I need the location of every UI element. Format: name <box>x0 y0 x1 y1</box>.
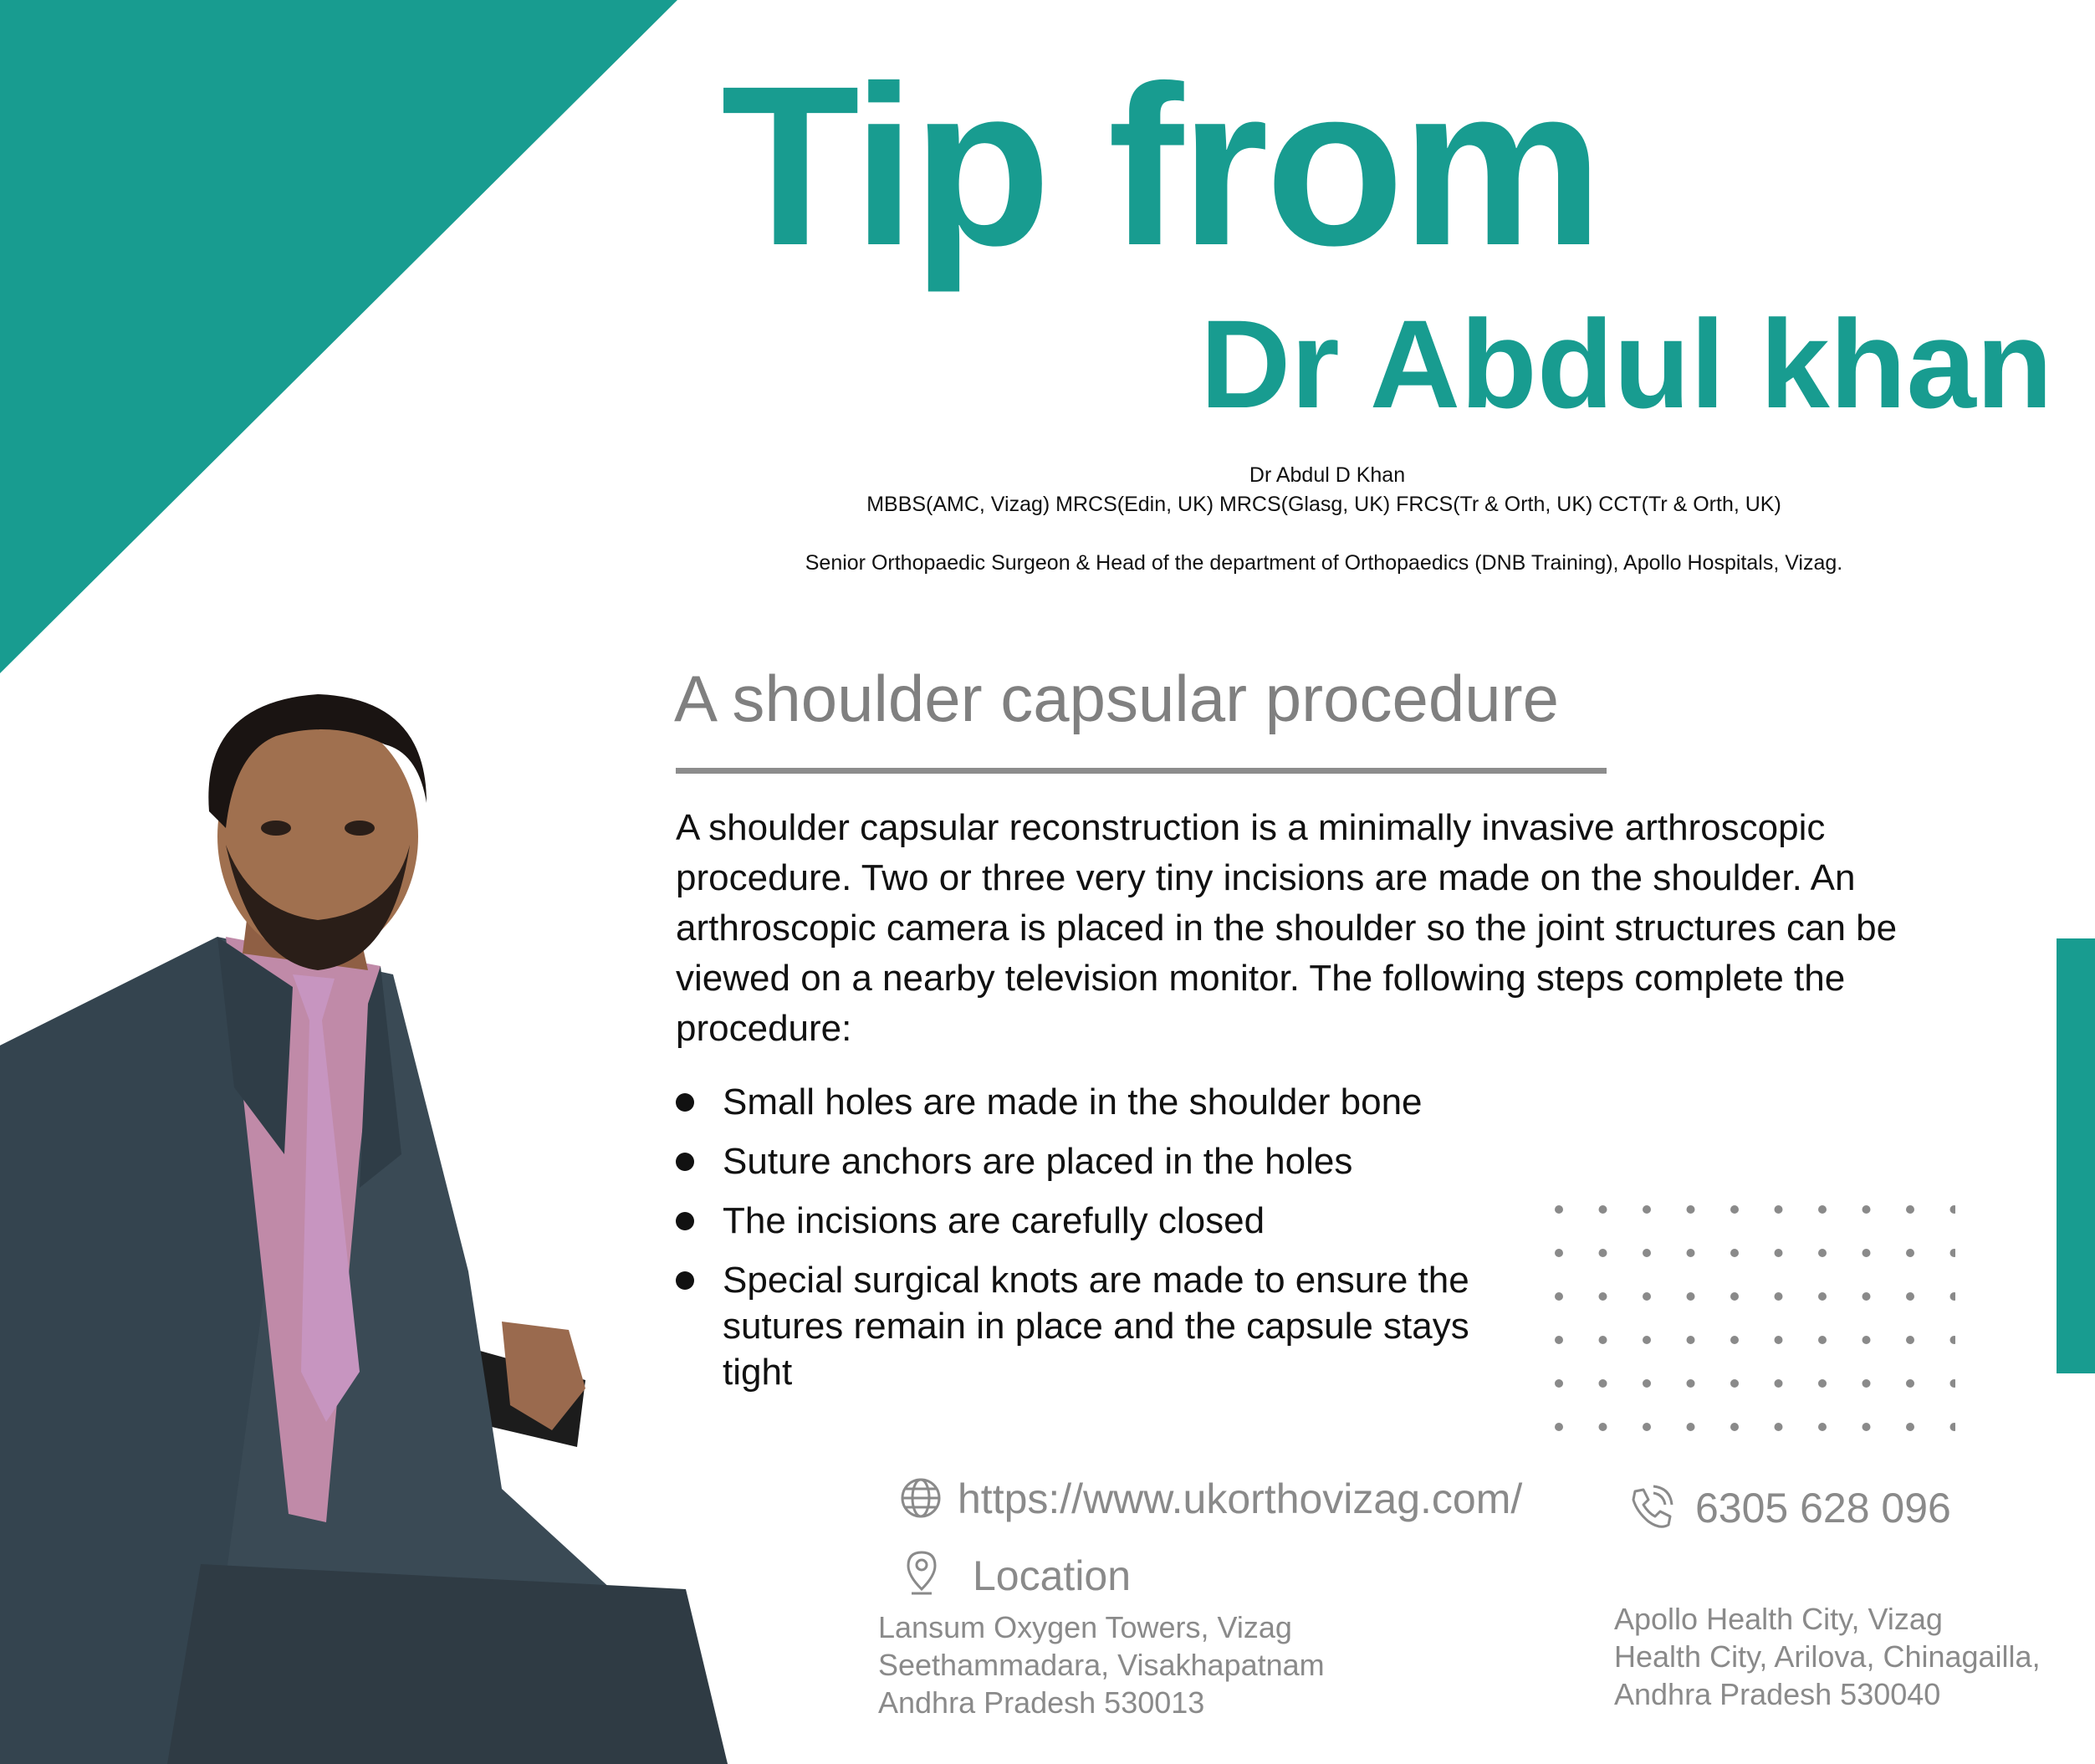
address-line: Health City, Arilova, Chinagailla, <box>1614 1639 2041 1674</box>
grid-dot <box>1599 1379 1607 1388</box>
grid-dot <box>1950 1336 1956 1344</box>
grid-dot <box>1687 1379 1695 1388</box>
grid-dot <box>1818 1249 1827 1257</box>
grid-dot <box>1950 1379 1956 1388</box>
grid-dot <box>1555 1379 1563 1388</box>
grid-dot <box>1599 1249 1607 1257</box>
grid-dot <box>1555 1336 1563 1344</box>
address-line: Lansum Oxygen Towers, Vizag <box>878 1610 1292 1644</box>
title-doctor-name: Dr Abdul khan <box>1200 294 2053 434</box>
credential-name: Dr Abdul D Khan <box>1249 463 1406 487</box>
grid-dot <box>1599 1292 1607 1301</box>
grid-dot <box>1730 1336 1739 1344</box>
grid-dot <box>1643 1336 1651 1344</box>
location-pin-icon <box>905 1549 938 1596</box>
grid-dot <box>1555 1423 1563 1431</box>
grid-dot <box>1687 1249 1695 1257</box>
grid-dot <box>1863 1292 1871 1301</box>
globe-icon <box>899 1476 943 1520</box>
grid-dot <box>1730 1249 1739 1257</box>
grid-dot <box>1599 1336 1607 1344</box>
list-item <box>676 1079 1512 1125</box>
grid-dot <box>1775 1336 1783 1344</box>
steps-list <box>676 1079 1512 1409</box>
grid-dot <box>1818 1336 1827 1344</box>
website-link[interactable]: https://www.ukorthovizag.com/ <box>958 1475 1523 1522</box>
location-label: Location <box>973 1552 1132 1599</box>
grid-dot <box>1906 1423 1914 1431</box>
grid-dot <box>1643 1205 1651 1214</box>
address-line: Andhra Pradesh 530013 <box>878 1685 1205 1720</box>
grid-dot <box>1950 1249 1956 1257</box>
grid-dot <box>1730 1292 1739 1301</box>
grid-dot <box>1775 1423 1783 1431</box>
heading-divider <box>676 768 1607 774</box>
grid-dot <box>1775 1249 1783 1257</box>
address-apollo <box>1614 1600 2041 1713</box>
grid-dot <box>1555 1205 1563 1214</box>
step-text: Special surgical knots are made to ensure the sutures remain in place and the capsule stays tight <box>723 1260 1469 1393</box>
doctor-photo <box>0 686 728 1764</box>
grid-dot <box>1555 1292 1563 1301</box>
grid-dot <box>1643 1423 1651 1431</box>
address-line: Andhra Pradesh 530040 <box>1614 1677 1941 1711</box>
grid-dot <box>1730 1379 1739 1388</box>
grid-dot <box>1730 1423 1739 1431</box>
list-item <box>676 1138 1512 1184</box>
grid-dot <box>1818 1379 1827 1388</box>
grid-dot <box>1863 1379 1871 1388</box>
address-line: Apollo Health City, Vizag <box>1614 1602 1943 1636</box>
grid-dot <box>1863 1205 1871 1214</box>
grid-dot <box>1863 1249 1871 1257</box>
step-text: The incisions are carefully closed <box>723 1200 1265 1241</box>
decorative-side-bar <box>2057 938 2095 1373</box>
grid-dot <box>1687 1336 1695 1344</box>
grid-dot <box>1687 1423 1695 1431</box>
phone-icon <box>1627 1485 1673 1531</box>
title-tip-from: Tip from <box>721 38 1600 293</box>
grid-dot <box>1818 1292 1827 1301</box>
grid-dot <box>1643 1249 1651 1257</box>
grid-dot <box>1599 1423 1607 1431</box>
decorative-dot-grid <box>1554 1204 1955 1439</box>
grid-dot <box>1906 1205 1914 1214</box>
grid-dot <box>1906 1292 1914 1301</box>
grid-dot <box>1818 1205 1827 1214</box>
phone-number[interactable]: 6305 628 096 <box>1695 1485 1951 1531</box>
intro-paragraph: A shoulder capsular reconstruction is a minimally invasive arthroscopic procedure. Two or three very tiny incisions are made on the shoulder. An arthroscopic camera is placed in the shoulder so the joint structures can be viewed on a nearby television monitor. The following steps complete the procedure: <box>676 807 1898 1049</box>
grid-dot <box>1555 1249 1563 1257</box>
grid-dot <box>1906 1249 1914 1257</box>
list-item <box>676 1198 1512 1244</box>
grid-dot <box>1775 1205 1783 1214</box>
grid-dot <box>1643 1379 1651 1388</box>
grid-dot <box>1863 1336 1871 1344</box>
grid-dot <box>1950 1423 1956 1431</box>
section-heading: A shoulder capsular procedure <box>674 662 1559 735</box>
step-text: Small holes are made in the shoulder bone <box>723 1081 1423 1122</box>
grid-dot <box>1687 1292 1695 1301</box>
address-seethammadara <box>878 1608 1325 1721</box>
grid-dot <box>1950 1205 1956 1214</box>
credential-qualifications: MBBS(AMC, Vizag) MRCS(Edin, UK) MRCS(Glasg, UK) FRCS(Tr & Orth, UK) CCT(Tr & Orth, UK) <box>866 493 1781 516</box>
grid-dot <box>1906 1336 1914 1344</box>
grid-dot <box>1775 1292 1783 1301</box>
grid-dot <box>1730 1205 1739 1214</box>
list-item <box>676 1257 1512 1395</box>
grid-dot <box>1775 1379 1783 1388</box>
grid-dot <box>1863 1423 1871 1431</box>
grid-dot <box>1906 1379 1914 1388</box>
credential-position: Senior Orthopaedic Surgeon & Head of the department of Orthopaedics (DNB Training), Apollo Hospitals, Vizag. <box>805 551 1843 575</box>
grid-dot <box>1950 1292 1956 1301</box>
address-line: Seethammadara, Visakhapatnam <box>878 1648 1325 1682</box>
grid-dot <box>1643 1292 1651 1301</box>
grid-dot <box>1687 1205 1695 1214</box>
step-text: Suture anchors are placed in the holes <box>723 1141 1353 1182</box>
grid-dot <box>1599 1205 1607 1214</box>
grid-dot <box>1818 1423 1827 1431</box>
